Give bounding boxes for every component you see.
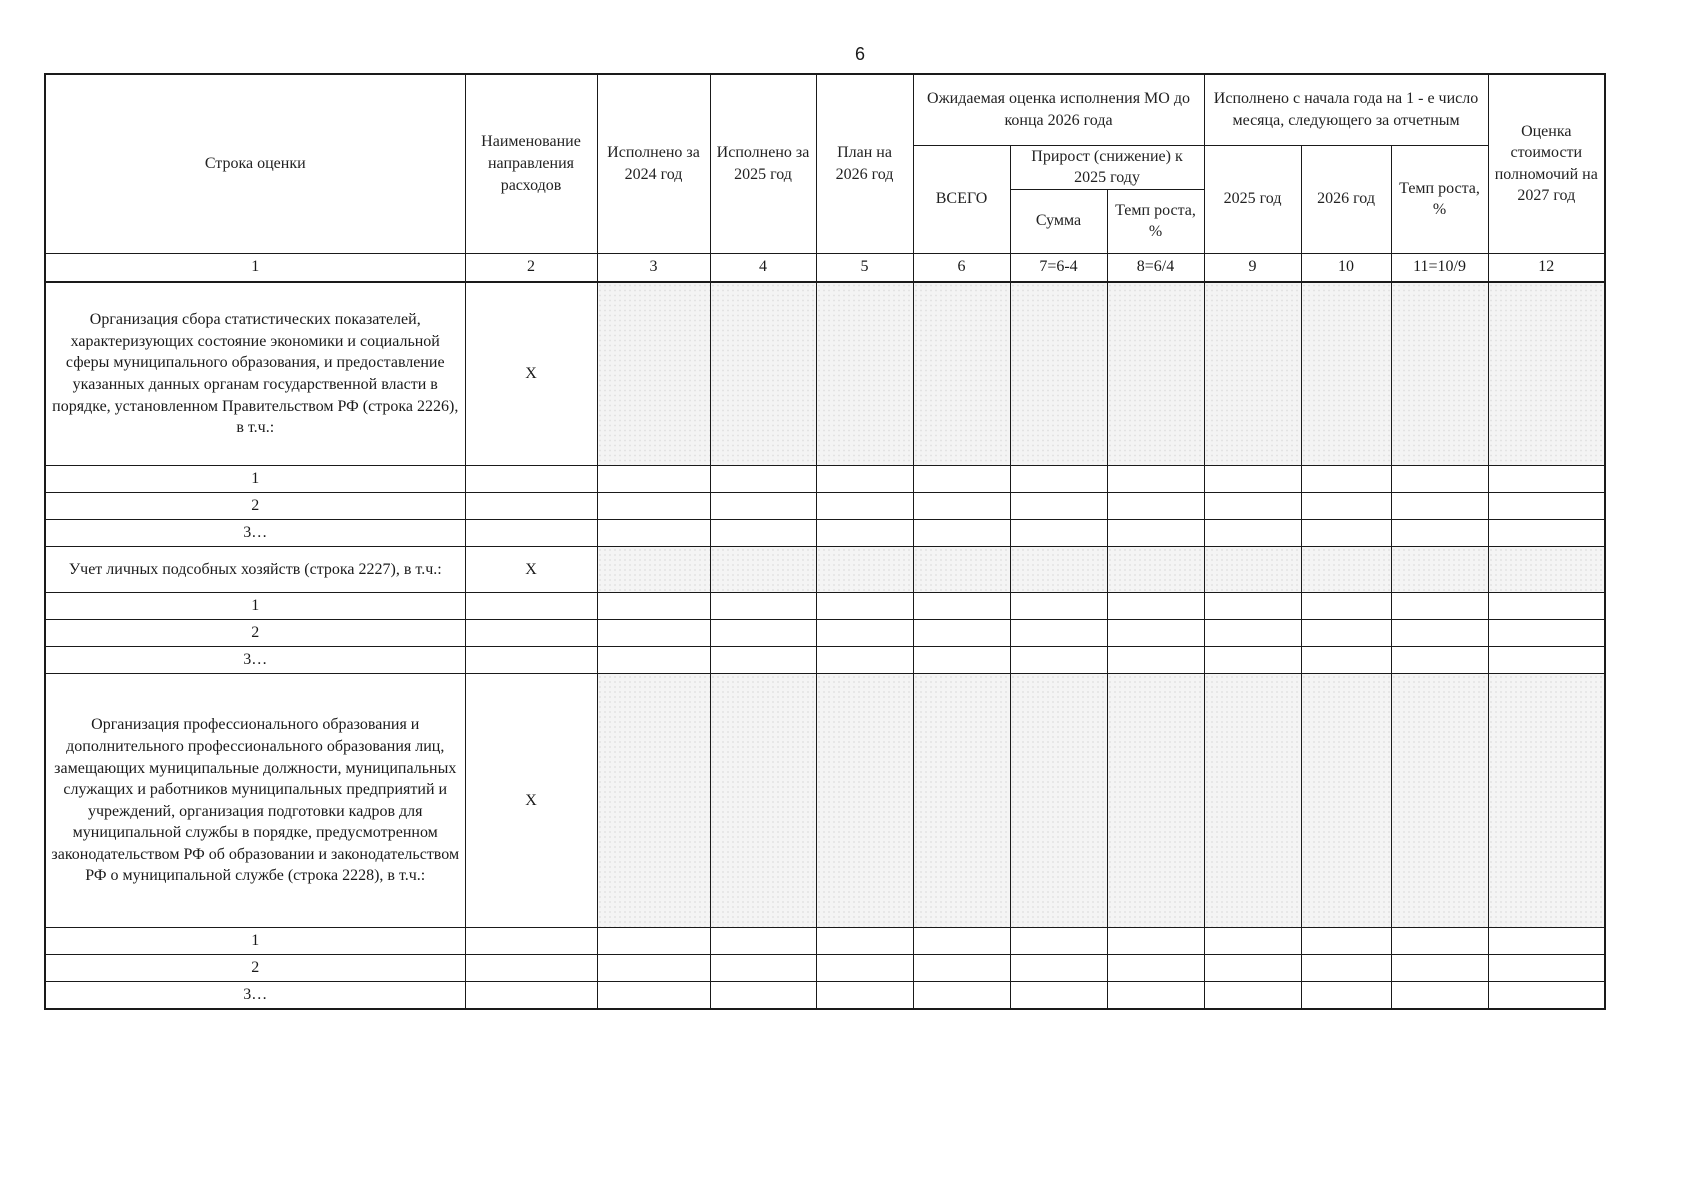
column-number: 6 [913,253,1010,282]
value-cell[interactable] [1488,928,1605,955]
header-plan-2026: План на 2026 год [816,74,913,253]
value-cell[interactable] [1204,547,1301,593]
value-cell[interactable] [1301,982,1391,1010]
value-cell[interactable] [465,620,597,647]
value-cell[interactable] [1204,520,1301,547]
value-cell[interactable] [816,282,913,466]
value-cell[interactable] [1010,647,1107,674]
value-cell[interactable] [1010,520,1107,547]
subrow-label: 1 [45,928,465,955]
value-cell[interactable] [1204,955,1301,982]
column-number: 10 [1301,253,1391,282]
header-executed-2025: Исполнено за 2025 год [710,74,816,253]
value-cell[interactable] [913,928,1010,955]
value-cell[interactable] [1488,620,1605,647]
subrow [45,620,1605,647]
value-cell[interactable] [1391,593,1488,620]
header-growth-rate: Темп роста, % [1107,189,1204,253]
value-cell[interactable] [816,928,913,955]
value-cell[interactable] [816,955,913,982]
value-cell[interactable] [1204,674,1301,928]
value-cell[interactable] [913,520,1010,547]
value-cell[interactable] [710,547,816,593]
value-cell[interactable] [1107,282,1204,466]
value-cell[interactable] [1391,647,1488,674]
subrow [45,928,1605,955]
value-cell[interactable] [1010,928,1107,955]
value-cell[interactable] [1107,982,1204,1010]
value-cell[interactable] [1301,955,1391,982]
value-cell[interactable] [1301,547,1391,593]
value-cell[interactable] [1010,674,1107,928]
header-executed-2024: Исполнено за 2024 год [597,74,710,253]
header-year-2026: 2026 год [1301,145,1391,253]
value-cell[interactable] [1107,466,1204,493]
header-growth-group: Прирост (снижение) к 2025 году [1010,145,1204,189]
value-cell[interactable] [1301,593,1391,620]
value-cell[interactable] [1391,674,1488,928]
value-cell[interactable] [1204,928,1301,955]
value-cell[interactable] [1204,593,1301,620]
value-cell[interactable] [1488,982,1605,1010]
value-cell[interactable] [1204,493,1301,520]
value-cell[interactable] [1010,955,1107,982]
value-cell[interactable] [1107,674,1204,928]
value-cell[interactable] [1488,647,1605,674]
value-cell[interactable] [1204,647,1301,674]
value-cell[interactable] [1010,466,1107,493]
header-year-2025: 2025 год [1204,145,1301,253]
value-cell[interactable] [465,593,597,620]
section-row [45,282,1605,466]
value-cell[interactable] [1391,620,1488,647]
column-number: 2 [465,253,597,282]
value-cell[interactable] [597,955,710,982]
value-cell[interactable] [1488,547,1605,593]
value-cell[interactable] [597,928,710,955]
value-cell[interactable] [1010,493,1107,520]
value-cell[interactable] [816,466,913,493]
column-number: 3 [597,253,710,282]
value-cell[interactable] [710,647,816,674]
value-cell[interactable] [597,547,710,593]
value-cell[interactable] [710,928,816,955]
value-cell[interactable] [465,928,597,955]
value-cell[interactable] [710,493,816,520]
section-row [45,674,1605,928]
value-cell[interactable] [1391,282,1488,466]
value-cell[interactable] [597,493,710,520]
value-cell[interactable] [597,282,710,466]
value-cell[interactable] [1301,647,1391,674]
value-cell[interactable] [1107,520,1204,547]
column-number: 7=6-4 [1010,253,1107,282]
report-table [44,73,1606,1010]
value-cell[interactable] [816,647,913,674]
value-cell[interactable] [710,674,816,928]
value-cell[interactable] [597,593,710,620]
value-cell[interactable] [1204,282,1301,466]
value-cell[interactable] [1391,928,1488,955]
header-row-label: Строка оценки [45,74,465,253]
value-cell[interactable] [597,982,710,1010]
value-cell[interactable] [816,493,913,520]
subrow-label: 3… [45,520,465,547]
value-cell[interactable] [913,647,1010,674]
subrow-label: 2 [45,955,465,982]
value-cell[interactable] [913,955,1010,982]
value-cell[interactable] [710,955,816,982]
section-title: Организация профессионального образования и дополнительного профессионального образования лиц, замещающих муниципальные должности, муниципальных служащих и работников муниципальных предприятий и учреждений, организация подготовки кадров для муниципальной службы в порядке, предусмотренном законодательством РФ об образовании и законодательством РФ о муниципальной службе (строка 2228), в т.ч.: [45,674,465,928]
value-cell[interactable] [1204,982,1301,1010]
page-number: 6 [854,44,865,64]
value-cell[interactable] [1107,593,1204,620]
value-cell[interactable] [1301,520,1391,547]
value-cell[interactable] [816,620,913,647]
header-total: ВСЕГО [913,145,1010,253]
section-mark: X [465,674,597,928]
column-number: 11=10/9 [1391,253,1488,282]
subrow [45,493,1605,520]
value-cell[interactable] [816,982,913,1010]
subrow [45,593,1605,620]
subrow-label: 2 [45,620,465,647]
value-cell[interactable] [913,620,1010,647]
value-cell[interactable] [597,466,710,493]
value-cell[interactable] [1301,466,1391,493]
header-direction-name: Наименование направления расходов [465,74,597,253]
value-cell[interactable] [465,466,597,493]
value-cell[interactable] [913,674,1010,928]
value-cell[interactable] [465,647,597,674]
value-cell[interactable] [710,466,816,493]
value-cell[interactable] [1301,493,1391,520]
value-cell[interactable] [1391,493,1488,520]
value-cell[interactable] [1107,493,1204,520]
section-mark: X [465,547,597,593]
value-cell[interactable] [816,674,913,928]
value-cell[interactable] [816,520,913,547]
value-cell[interactable] [913,982,1010,1010]
subrow-label: 3… [45,982,465,1010]
value-cell[interactable] [710,282,816,466]
subrow-label: 1 [45,593,465,620]
value-cell[interactable] [1107,955,1204,982]
value-cell[interactable] [465,982,597,1010]
value-cell[interactable] [1488,466,1605,493]
value-cell[interactable] [1391,520,1488,547]
value-cell[interactable] [1107,647,1204,674]
subrow [45,982,1605,1010]
column-number: 8=6/4 [1107,253,1204,282]
value-cell[interactable] [1107,928,1204,955]
subrow [45,466,1605,493]
section-row [45,547,1605,593]
value-cell[interactable] [1204,466,1301,493]
value-cell[interactable] [816,547,913,593]
value-cell[interactable] [1107,547,1204,593]
header-estimate-2027: Оценка стоимости полномочий на 2027 год [1488,74,1605,253]
value-cell[interactable] [1488,520,1605,547]
column-number: 5 [816,253,913,282]
value-cell[interactable] [913,282,1010,466]
header-sum: Сумма [1010,189,1107,253]
value-cell[interactable] [1391,466,1488,493]
value-cell[interactable] [1488,674,1605,928]
subrow [45,955,1605,982]
column-number: 1 [45,253,465,282]
value-cell[interactable] [710,520,816,547]
value-cell[interactable] [913,547,1010,593]
value-cell[interactable] [1391,547,1488,593]
value-cell[interactable] [1488,493,1605,520]
value-cell[interactable] [1301,674,1391,928]
column-number-row [45,253,1605,282]
section-title: Учет личных подсобных хозяйств (строка 2227), в т.ч.: [45,547,465,593]
value-cell[interactable] [710,982,816,1010]
value-cell[interactable] [913,593,1010,620]
value-cell[interactable] [1391,982,1488,1010]
value-cell[interactable] [597,647,710,674]
value-cell[interactable] [1204,620,1301,647]
header-growth-rate-ytd: Темп роста, % [1391,145,1488,253]
value-cell[interactable] [1488,593,1605,620]
value-cell[interactable] [1301,928,1391,955]
subrow [45,647,1605,674]
value-cell[interactable] [1301,282,1391,466]
value-cell[interactable] [1488,282,1605,466]
value-cell[interactable] [1010,620,1107,647]
column-number: 12 [1488,253,1605,282]
value-cell[interactable] [1391,955,1488,982]
subrow-label: 3… [45,647,465,674]
subrow-label: 2 [45,493,465,520]
value-cell[interactable] [465,955,597,982]
subrow [45,520,1605,547]
header-expected-group: Ожидаемая оценка исполнения МО до конца 2026 года [913,74,1204,145]
value-cell[interactable] [1301,620,1391,647]
value-cell[interactable] [1010,282,1107,466]
value-cell[interactable] [597,620,710,647]
value-cell[interactable] [816,593,913,620]
value-cell[interactable] [1010,982,1107,1010]
value-cell[interactable] [1107,620,1204,647]
value-cell[interactable] [913,466,1010,493]
value-cell[interactable] [465,493,597,520]
value-cell[interactable] [597,520,710,547]
value-cell[interactable] [465,520,597,547]
section-title: Организация сбора статистических показателей, характеризующих состояние экономики и социальной сферы муниципального образования, и предоставление указанных данных органам государственной власти в порядке, установленном Правительством РФ (строка 2226), в т.ч.: [45,282,465,466]
subrow-label: 1 [45,466,465,493]
value-cell[interactable] [1010,593,1107,620]
value-cell[interactable] [1488,955,1605,982]
value-cell[interactable] [710,620,816,647]
column-number: 9 [1204,253,1301,282]
section-mark: X [465,282,597,466]
value-cell[interactable] [1010,547,1107,593]
value-cell[interactable] [710,593,816,620]
value-cell[interactable] [913,493,1010,520]
column-number: 4 [710,253,816,282]
header-executed-ytd-group: Исполнено с начала года на 1 - е число месяца, следующего за отчетным [1204,74,1488,145]
value-cell[interactable] [597,674,710,928]
